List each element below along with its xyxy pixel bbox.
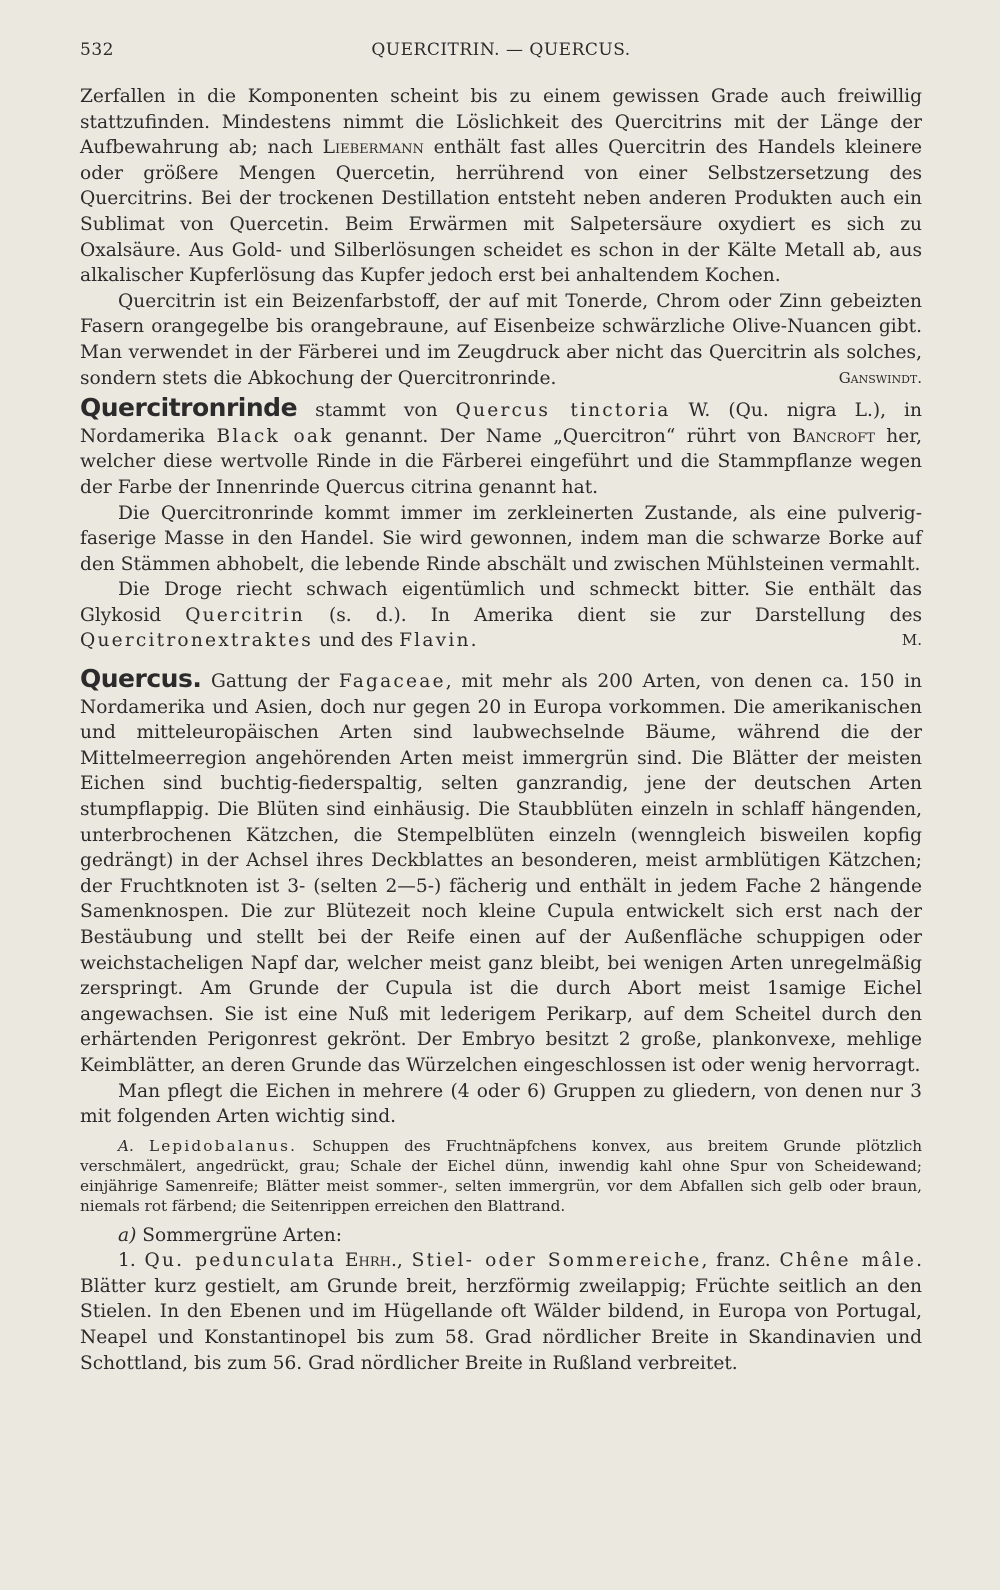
page-header — [80, 40, 922, 68]
family-name: Fagaceae — [338, 671, 446, 693]
author-name: Liebermann — [322, 137, 424, 159]
continuation-paragraph: Zerfallen in die Komponenten scheint bis zu einem gewissen Grade auch freiwillig stattzufinden. Mindestens nimmt die Löslichkeit des Quercitrins mit der Länge der Aufbewahrung ab; nach Liebermann enthält fast alles Quercitrin des Handels kleinere oder größere Mengen Quercetin, herrührend von einer Selbstzersetzung des Quercitrins. Bei der trockenen Destillation entsteht neben anderen Produkten auch ein Sublimat von Quercetin. Beim Erwärmen mit Salpetersäure oxydiert es sich zu Oxalsäure. Aus Gold- und Silberlösungen scheidet es schon in der Kälte Metall ab, aus alkalischer Kupferlösung das Kupfer jedoch erst bei anhaltendem Kochen. — [80, 86, 923, 287]
flavin-name: Flavin. — [399, 630, 479, 652]
quercitronrinde-paragraph: Die Quercitronrinde kommt immer im zerkleinerten Zustande, als eine pulverig-faserige Masse in den Handel. Sie wird gewonnen, indem man die schwarze Borke auf den Stämmen abhobelt, die lebende Rinde abschält und zwischen Mühlsteinen vermahlt. — [80, 502, 922, 575]
species-name: Quercus tinctoria — [455, 400, 671, 422]
subgroup-heading: a) Sommergrüne Arten: — [118, 1224, 343, 1246]
common-name: Stiel- oder Sommereiche — [411, 1250, 702, 1272]
group-name: Lepidobalanus. — [148, 1136, 298, 1155]
entry-headword: Quercitronrinde — [80, 393, 298, 423]
extract-name: Quercitronextraktes — [80, 630, 314, 652]
entry-quercitronrinde: Quercitronrinde stammt von Quercus tinctoria W. (Qu. nigra L.), in Nordamerika Black oak genannt. Der Name „Quercitron“ rührt von Bancroft her, welcher diese wertvolle Rinde in die Färberei eingeführt und die Stammpflanze wegen der Farbe der Innenrinde Quercus citrina genannt hat. — [80, 393, 922, 498]
page-body — [80, 84, 922, 1376]
author-name: Bancroft — [792, 425, 875, 447]
entry-quercus: Quercus. Gattung der Fagaceae, mit mehr als 200 Arten, von denen ca. 150 in Nordamerika und Asien, doch nur gegen 20 in Europa vorkommen. Die amerikanischen und mitteleuropäischen Arten sind laubwechselnde Bäume, während die der Mittelmeerregion angehörenden Arten meist immergrün sind. Die Blätter der meisten Eichen sind buchtig-fiederspaltig, selten ganzrandig, jene der deutschen Arten stumpflappig. Die Blüten sind einhäusig. Die Staubblüten einzeln in schlaff hängenden, unterbrochenen Kätzchen, die Stempelblüten einzeln (wenngleich bisweilen kopfig gedrängt) in der Achsel ihres Deckblattes an besonderen, meist armblütigen Kätzchen; der Fruchtknoten ist 3- (selten 2—5-) fächerig und enthält in jedem Fache 2 hängende Samenknospen. Die zur Blütezeit noch kleine Cupula entwickelt sich erst nach der Bestäubung und stellt bei der Reife einen auf der Außenfläche schuppigen oder weichstacheligen Napf dar, welcher meist ganz bleibt, bei wenigen Arten unregelmäßig zerspringt. Am Grunde der Cupula ist die durch Abort meist 1samige Eichel angewachsen. Sie ist eine Nuß mit lederigem Perikarp, auf dem Scheitel durch den erhärtenden Perigonrest gekrönt. Der Embryo besitzt 2 große, plankonvexe, mehlige Keimblätter, an deren Grunde das Würzelchen eingeschlossen ist oder wenig hervorragt. — [80, 664, 922, 1076]
signature: Ganswindt. — [838, 368, 922, 387]
entry-headword: Quercus. — [80, 664, 202, 694]
quercus-paragraph: Man pflegt die Eichen in mehrere (4 oder 6) Gruppen zu gliedern, von denen nur 3 mit folgenden Arten wichtig sind. — [80, 1080, 922, 1128]
species-name: Qu. pedunculata — [144, 1250, 337, 1272]
signature: M. — [901, 631, 922, 650]
species-entry: 1. Qu. pedunculata Ehrh., Stiel- oder Sommereiche, franz. Chêne mâle. Blätter kurz gestielt, am Grunde breit, herzförmig zweilappig; Früchte seitlich an den Stielen. In den Ebenen und im Hügellande oft Wälder bildend, in Europa von Portugal, Neapel und Konstantinopel bis zum 58. Grad nördlicher Breite in Skandinavien und Schottland, bis zum 56. Grad nördlicher Breite in Rußland verbreitet. — [80, 1250, 923, 1374]
glycoside-name: Quercitrin — [185, 604, 305, 626]
quercitrin-dyeing-paragraph: Quercitrin ist ein Beizenfarbstoff, der auf mit Tonerde, Chrom oder Zinn gebeizten Fasern orangegelbe bis orangebraune, auf Eisenbeize schwärzliche Olive-Nuancen gibt. Man verwendet in der Färberei und im Zeugdruck aber nicht das Quercitrin als solches, sondern stets die Abkochung der Quercitronrinde. Ganswindt. — [80, 289, 922, 391]
common-name: Black oak — [216, 425, 334, 447]
page-number: 532 — [80, 40, 114, 60]
french-name: Chêne mâle — [779, 1250, 917, 1272]
quercitronrinde-paragraph: Die Droge riecht schwach eigentümlich und schmeckt bitter. Sie enthält das Glykosid Quercitrin (s. d.). In Amerika dient sie zur Darstellung des Quercitronextraktes und des Flavin. M. — [80, 577, 922, 654]
running-title: QUERCITRIN. — QUERCUS. — [371, 40, 631, 60]
group-a-description: A. Lepidobalanus. Schuppen des Fruchtnäpfchens konvex, aus breitem Grunde plötzlich verschmälert, angedrückt, grau; Schale der Eichel dünn, inwendig kahl ohne Spur von Scheidewand; einjährige Samenreife; Blätter meist sommer-, selten immergrün, vor dem Abfallen sich gelb oder braun, niemals rot färbend; die Seitenrippen erreichen den Blattrand. — [80, 1136, 922, 1216]
author-name: Ehrh. — [336, 1250, 397, 1272]
